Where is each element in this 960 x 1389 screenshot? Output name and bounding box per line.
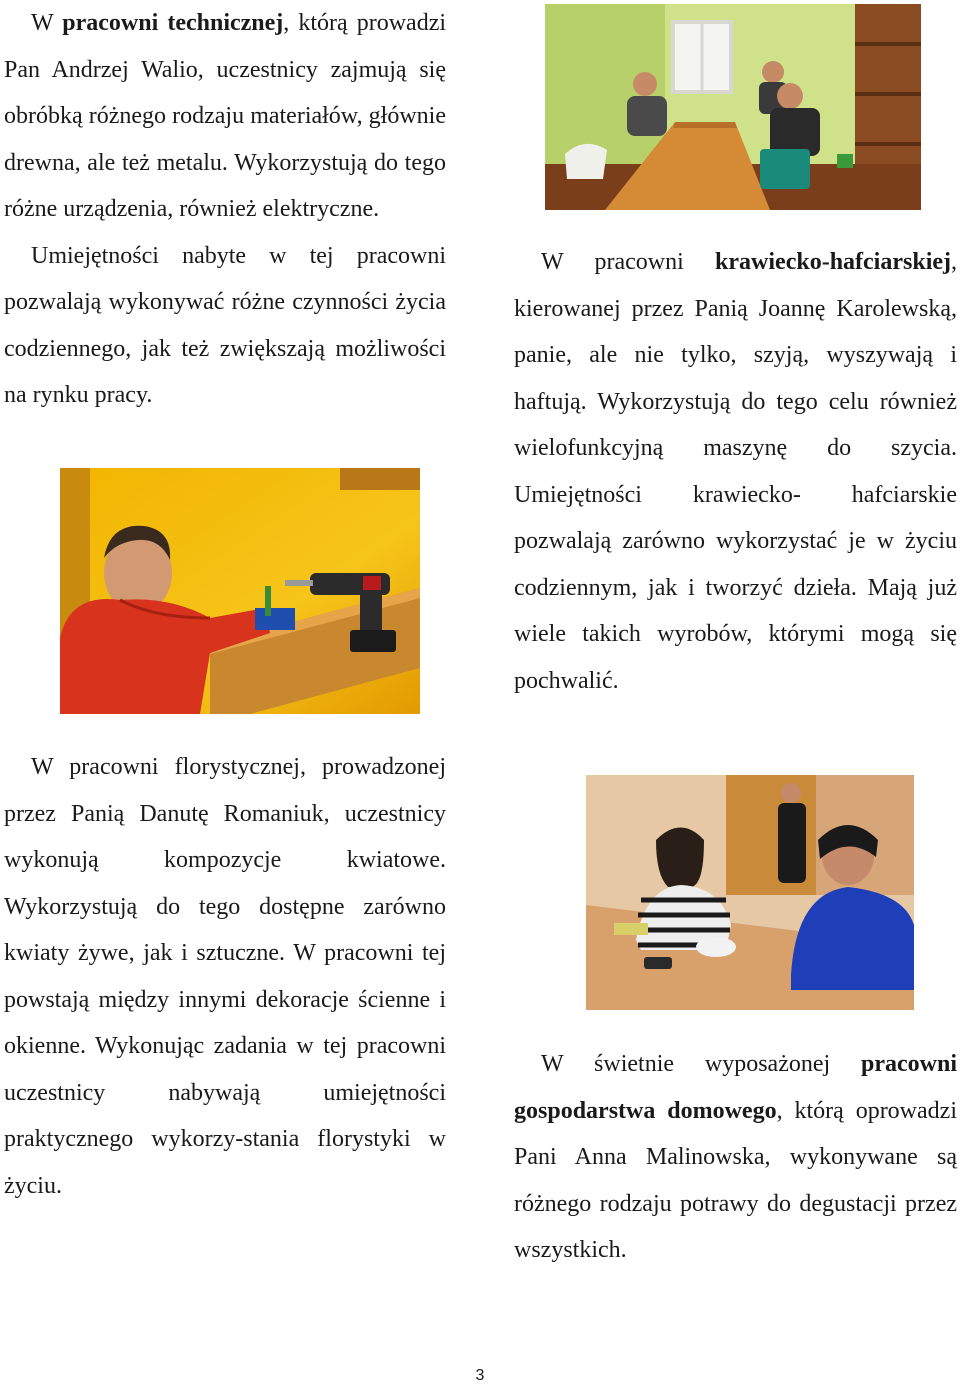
paragraph-initial: W bbox=[31, 10, 54, 36]
household-workshop-name: pracowni gospodarstwa domowego bbox=[514, 1051, 958, 1124]
household-workshop-text: , którą oprowadzi Pani Anna Malinowska, wykonywane są różnego rodzaju potrawy do degustacji przez wszystkich. bbox=[514, 1097, 957, 1263]
tailoring-workshop-text: , kierowanej przez Panią Joannę Karolewską, panie, ale nie tylko, szyją, wyszywają i haftują. Wykorzystują do tego celu również wielofunkcyjną maszynę do szycia. Umiejętności krawiecko- hafciarskie pozwalają zarówno wykorzystać je w życiu codziennym, jak i tworzyć dzieła. Mają już wiele takich wyrobów, którymi mogą się pochwalić. bbox=[514, 249, 958, 694]
page-number: 3 bbox=[475, 1367, 485, 1384]
technical-workshop-photo bbox=[60, 468, 420, 714]
paragraph-lead: W pracowni bbox=[541, 249, 684, 275]
tailoring-workshop-paragraph bbox=[514, 239, 957, 704]
household-workshop-paragraph bbox=[514, 1041, 957, 1274]
floral-workshop-section bbox=[4, 744, 446, 1209]
technical-workshop-section bbox=[4, 0, 446, 419]
technical-workshop-paragraph bbox=[4, 0, 446, 233]
tailoring-workshop-section bbox=[514, 239, 957, 704]
technical-workshop-name: pracowni technicznej bbox=[62, 10, 284, 36]
paragraph-lead: W świetnie wyposażonej bbox=[541, 1051, 831, 1077]
tailoring-workshop-name: krawiecko-hafciarskiej bbox=[715, 249, 952, 275]
floral-workshop-paragraph: W pracowni florystycznej, prowadzonej przez Panią Danutę Romaniuk, uczestnicy wykonują kompozycje kwiatowe. Wykorzystują do tego dostępne zarówno kwiaty żywe, jak i sztuczne. W pracowni tej powstają między innymi dekoracje ścienne i okienne. Wykonując zadania w tej pracowni uczestnicy nabywają umiejętności praktycznego wykorzy-stania florystyki w życiu. bbox=[4, 754, 446, 1199]
tailoring-room-photo bbox=[545, 4, 921, 210]
technical-workshop-text: , którą prowadzi Pan Andrzej Walio, uczestnicy zajmują się obróbką różnego rodzaju materiałów, głównie drewna, ale też metalu. Wykorzystują do tego różne urządzenia, również elektryczne. bbox=[4, 10, 447, 222]
sewing-photo bbox=[586, 775, 914, 1010]
technical-skills-paragraph: Umiejętności nabyte w tej pracowni pozwalają wykonywać różne czynności życia codziennego, jak też zwiększają możliwości na rynku pracy. bbox=[4, 242, 446, 408]
household-workshop-section bbox=[514, 1041, 957, 1274]
